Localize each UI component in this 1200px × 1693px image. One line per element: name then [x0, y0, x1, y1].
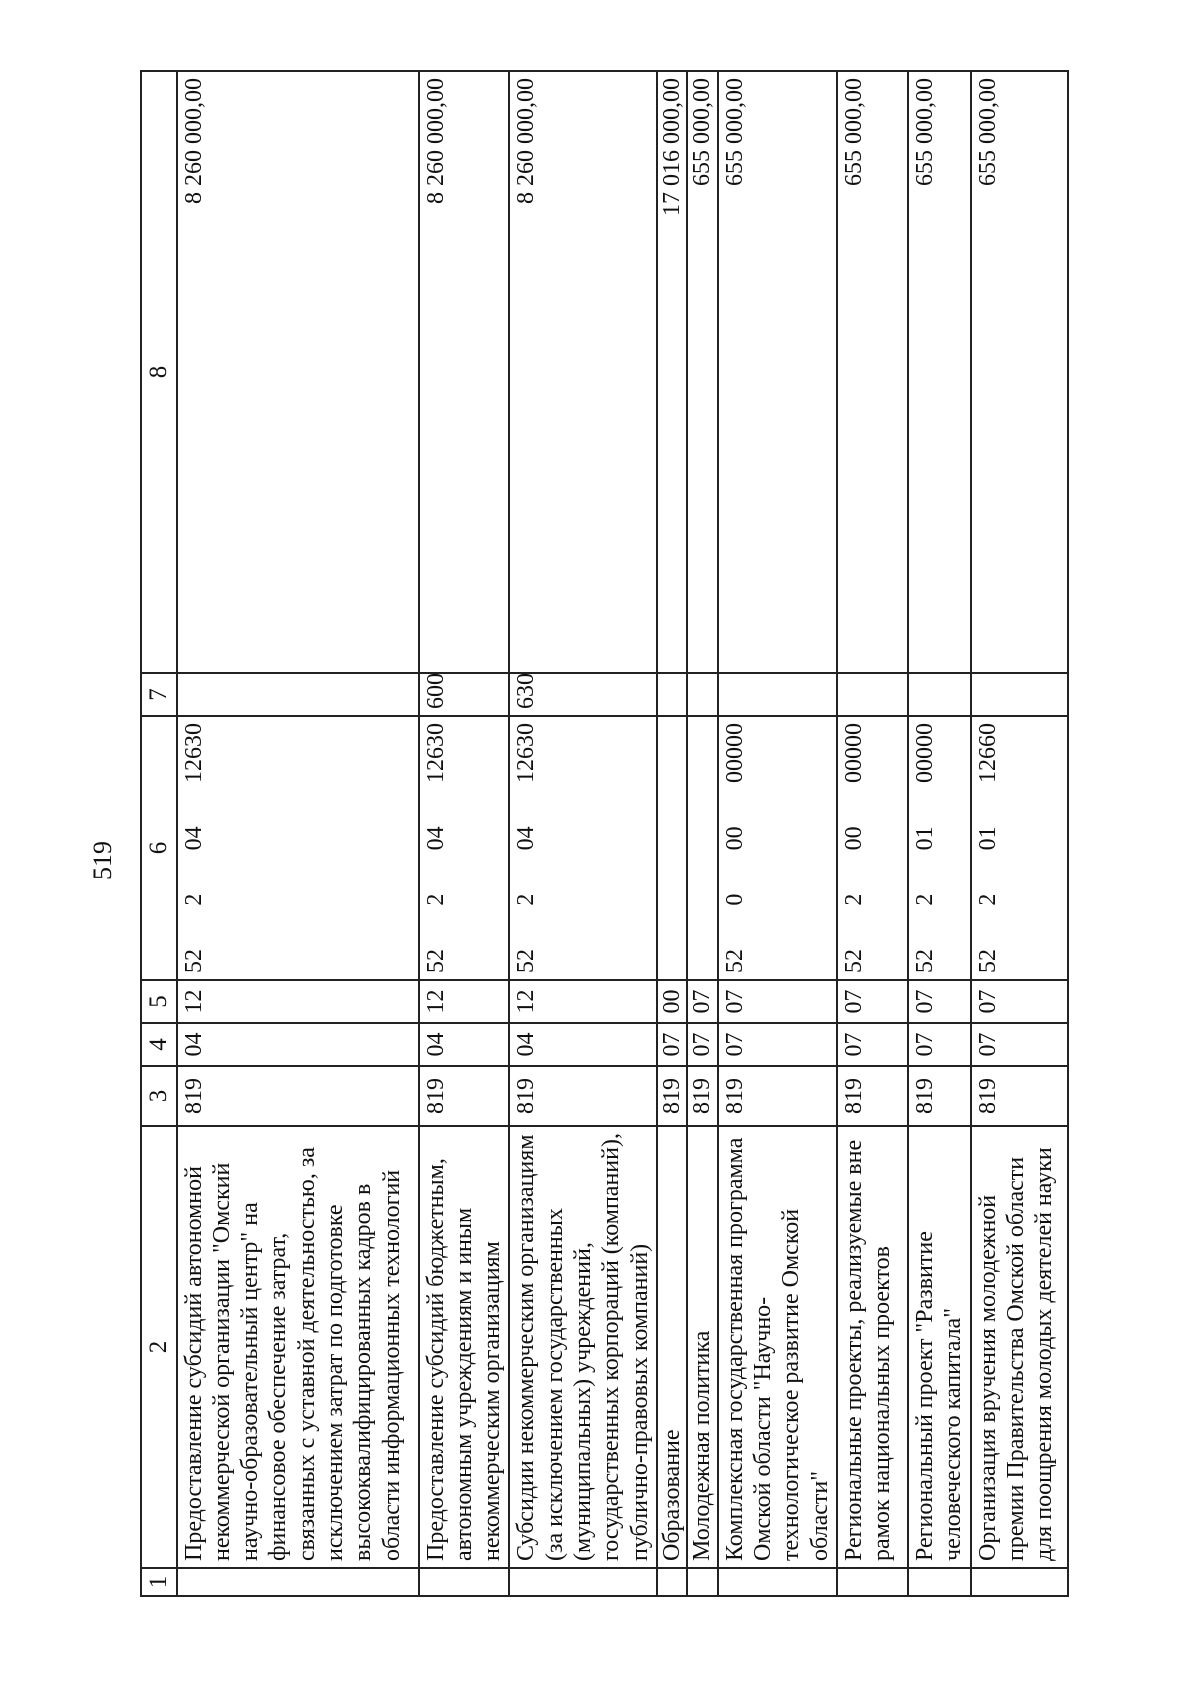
- target-article-part: 04: [513, 826, 540, 851]
- target-article-part: 00: [840, 826, 867, 851]
- amount-cell: 655 000,00: [908, 71, 971, 673]
- column-header: 6: [141, 716, 177, 980]
- section-code-cell: 04: [419, 1023, 510, 1066]
- target-article-cell: [177, 716, 419, 980]
- target-article-cell: [687, 716, 717, 980]
- target-article-cell: [908, 716, 971, 980]
- table-row: [419, 71, 510, 1596]
- row-name-cell: Региональные проекты, реализуемые вне рамок национальных проектов: [837, 1126, 908, 1568]
- target-article-part: 0: [721, 893, 748, 906]
- target-article-parts: [422, 723, 450, 973]
- target-article-part: 52: [974, 949, 1001, 973]
- ministry-code-cell: 819: [908, 1066, 971, 1126]
- target-article-part: 00000: [911, 723, 938, 784]
- subsection-code-cell: 07: [718, 980, 837, 1023]
- amount-cell: 655 000,00: [718, 71, 837, 673]
- target-article-part: 2: [422, 893, 449, 906]
- target-article-part: 2: [180, 893, 207, 906]
- row-name-cell: Организация вручения молодежной премии Правительства Омской области для поощрения молодых деятелей науки: [971, 1126, 1068, 1568]
- column-header: 4: [141, 1023, 177, 1066]
- subsection-code-cell: 07: [908, 980, 971, 1023]
- section-code-cell: 04: [177, 1023, 419, 1066]
- header-row: [141, 71, 177, 1596]
- column-header: 8: [141, 71, 177, 673]
- row-name-cell: Региональный проект "Развитие человеческого капитала": [908, 1126, 971, 1568]
- page-number: 519: [88, 841, 117, 880]
- target-article-part: 52: [911, 949, 938, 973]
- row-number-cell: [971, 1568, 1068, 1596]
- target-article-cell: [718, 716, 837, 980]
- section-code-cell: 07: [687, 1023, 717, 1066]
- row-name-cell: Образование: [657, 1126, 687, 1568]
- target-article-part: 2: [513, 893, 540, 906]
- budget-table: [140, 70, 1069, 1597]
- amount-cell: 8 260 000,00: [509, 71, 657, 673]
- ministry-code-cell: 819: [687, 1066, 717, 1126]
- target-article-part: 52: [422, 949, 449, 973]
- target-article-part: 2: [911, 893, 938, 906]
- subsection-code-cell: 07: [687, 980, 717, 1023]
- target-article-part: 12660: [974, 723, 1001, 784]
- section-code-cell: 04: [509, 1023, 657, 1066]
- expense-type-cell: 600: [419, 673, 510, 716]
- subsection-code-cell: 12: [419, 980, 510, 1023]
- expense-type-cell: [837, 673, 908, 716]
- table-row: [837, 71, 908, 1596]
- amount-cell: 655 000,00: [971, 71, 1068, 673]
- subsection-code-cell: 12: [177, 980, 419, 1023]
- amount-cell: 655 000,00: [687, 71, 717, 673]
- subsection-code-cell: 00: [657, 980, 687, 1023]
- column-header: 7: [141, 673, 177, 716]
- section-code-cell: 07: [718, 1023, 837, 1066]
- row-name-cell: Комплексная государственная программа Омской области "Научно-технологическое развитие Омской области": [718, 1126, 837, 1568]
- section-code-cell: 07: [657, 1023, 687, 1066]
- expense-type-cell: [971, 673, 1068, 716]
- budget-table-rotated: [140, 72, 1063, 1597]
- target-article-parts: [911, 723, 939, 973]
- ministry-code-cell: 819: [419, 1066, 510, 1126]
- target-article-part: 04: [180, 826, 207, 851]
- target-article-part: 01: [974, 826, 1001, 851]
- subsection-code-cell: 12: [509, 980, 657, 1023]
- column-header: 5: [141, 980, 177, 1023]
- section-code-cell: 07: [908, 1023, 971, 1066]
- target-article-part: 04: [422, 826, 449, 851]
- ministry-code-cell: 819: [509, 1066, 657, 1126]
- table-row: [657, 71, 687, 1596]
- row-number-cell: [837, 1568, 908, 1596]
- target-article-part: 12630: [513, 723, 540, 784]
- target-article-part: 12630: [422, 723, 449, 784]
- target-article-parts: [721, 723, 749, 973]
- target-article-part: 52: [721, 949, 748, 973]
- table-row: [687, 71, 717, 1596]
- target-article-part: 52: [513, 949, 540, 973]
- section-code-cell: 07: [971, 1023, 1068, 1066]
- subsection-code-cell: 07: [837, 980, 908, 1023]
- row-number-cell: [419, 1568, 510, 1596]
- table-row: [908, 71, 971, 1596]
- target-article-parts: [512, 723, 540, 973]
- row-number-cell: [657, 1568, 687, 1596]
- row-number-cell: [908, 1568, 971, 1596]
- subsection-code-cell: 07: [971, 980, 1068, 1023]
- ministry-code-cell: 819: [657, 1066, 687, 1126]
- target-article-part: 12630: [180, 723, 207, 784]
- expense-type-cell: 630: [509, 673, 657, 716]
- expense-type-cell: [687, 673, 717, 716]
- row-number-cell: [509, 1568, 657, 1596]
- target-article-parts: [840, 723, 868, 973]
- target-article-part: 2: [840, 893, 867, 906]
- target-article-cell: [971, 716, 1068, 980]
- table-row: [971, 71, 1068, 1596]
- target-article-cell: [657, 716, 687, 980]
- target-article-part: 01: [911, 826, 938, 851]
- target-article-cell: [837, 716, 908, 980]
- amount-cell: 8 260 000,00: [419, 71, 510, 673]
- expense-type-cell: [718, 673, 837, 716]
- target-article-cell: [509, 716, 657, 980]
- amount-cell: 17 016 000,00: [657, 71, 687, 673]
- row-name-cell: Предоставление субсидий автономной некоммерческой организации "Омский научно-образовательный центр" на финансовое обеспечение затрат, связанных с уставной деятельностью, за исключением затрат по подготовке высококвалифицированных кадров в области информационных технологий: [177, 1126, 419, 1568]
- target-article-part: 2: [974, 893, 1001, 906]
- row-number-cell: [687, 1568, 717, 1596]
- expense-type-cell: [908, 673, 971, 716]
- expense-type-cell: [177, 673, 419, 716]
- target-article-part: 00: [721, 826, 748, 851]
- row-name-cell: Предоставление субсидий бюджетным, автономным учреждениям и иным некоммерческим организациям: [419, 1126, 510, 1568]
- column-header: 1: [141, 1568, 177, 1596]
- column-header: 2: [141, 1126, 177, 1568]
- amount-cell: 655 000,00: [837, 71, 908, 673]
- column-header: 3: [141, 1066, 177, 1126]
- target-article-part: 00000: [840, 723, 867, 784]
- expense-type-cell: [657, 673, 687, 716]
- target-article-parts: [974, 723, 1002, 973]
- row-name-cell: Субсидии некоммерческим организациям (за исключением государственных (муниципальных) учреждений, государственных корпораций (компаний), публично-правовых компаний): [509, 1126, 657, 1568]
- ministry-code-cell: 819: [177, 1066, 419, 1126]
- section-code-cell: 07: [837, 1023, 908, 1066]
- target-article-cell: [419, 716, 510, 980]
- amount-cell: 8 260 000,00: [177, 71, 419, 673]
- target-article-part: 52: [180, 949, 207, 973]
- row-name-cell: Молодежная политика: [687, 1126, 717, 1568]
- target-article-part: 52: [840, 949, 867, 973]
- row-number-cell: [177, 1568, 419, 1596]
- table-row: [177, 71, 419, 1596]
- table-row: [509, 71, 657, 1596]
- target-article-part: 00000: [721, 723, 748, 784]
- ministry-code-cell: 819: [971, 1066, 1068, 1126]
- ministry-code-cell: 819: [837, 1066, 908, 1126]
- table-row: [718, 71, 837, 1596]
- target-article-parts: [180, 723, 208, 973]
- row-number-cell: [718, 1568, 837, 1596]
- ministry-code-cell: 819: [718, 1066, 837, 1126]
